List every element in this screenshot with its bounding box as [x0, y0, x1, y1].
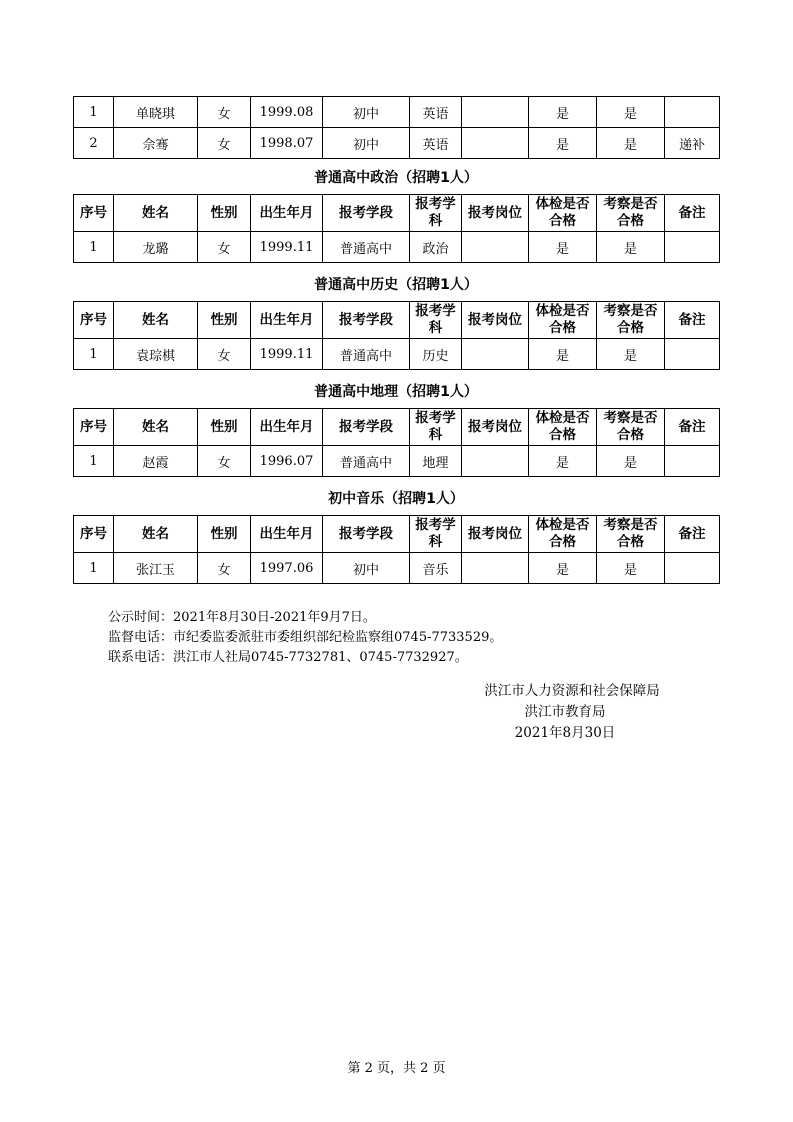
cell-gender: 女 — [198, 232, 251, 263]
header-physical: 体检是否合格 — [529, 302, 597, 339]
header-subject: 报考学科 — [410, 516, 462, 553]
cell-stage: 普通高中 — [323, 339, 410, 370]
header-physical: 体检是否合格 — [529, 195, 597, 232]
cell-birth: 1997.06 — [251, 553, 323, 584]
cell-remark — [665, 97, 720, 128]
header-index: 序号 — [74, 302, 114, 339]
header-post: 报考岗位 — [462, 409, 529, 446]
cell-name: 龙璐 — [114, 232, 198, 263]
cell-inspection: 是 — [597, 339, 665, 370]
header-name: 姓名 — [114, 409, 198, 446]
cell-physical: 是 — [529, 553, 597, 584]
cell-physical: 是 — [529, 339, 597, 370]
cell-inspection: 是 — [597, 232, 665, 263]
cell-index: 1 — [74, 339, 114, 370]
cell-remark — [665, 553, 720, 584]
header-remark: 备注 — [665, 195, 720, 232]
header-stage: 报考学段 — [323, 302, 410, 339]
cell-remark — [665, 232, 720, 263]
table-row — [74, 446, 720, 477]
cell-physical: 是 — [529, 128, 597, 159]
header-physical: 体检是否合格 — [529, 409, 597, 446]
politics-table — [73, 194, 720, 263]
table-row — [74, 339, 720, 370]
geography-table — [73, 408, 720, 477]
cell-stage: 初中 — [323, 553, 410, 584]
cell-gender: 女 — [198, 446, 251, 477]
section-title-politics: 普通高中政治（招聘1人） — [314, 170, 478, 186]
header-stage: 报考学段 — [323, 516, 410, 553]
cell-remark — [665, 446, 720, 477]
table-header-row — [74, 516, 720, 553]
cell-index: 2 — [74, 128, 114, 159]
header-gender: 性别 — [198, 302, 251, 339]
table-row — [74, 97, 720, 128]
cell-index: 1 — [74, 446, 114, 477]
header-subject: 报考学科 — [410, 302, 462, 339]
section-title-music: 初中音乐（招聘1人） — [328, 491, 464, 507]
notice-notes — [108, 608, 502, 668]
header-post: 报考岗位 — [462, 195, 529, 232]
cell-stage: 普通高中 — [323, 446, 410, 477]
cell-gender: 女 — [198, 128, 251, 159]
header-index: 序号 — [74, 409, 114, 446]
cell-subject: 政治 — [410, 232, 462, 263]
header-remark: 备注 — [665, 302, 720, 339]
cell-inspection: 是 — [597, 553, 665, 584]
cell-post — [462, 97, 529, 128]
cell-physical: 是 — [529, 97, 597, 128]
header-birth: 出生年月 — [251, 409, 323, 446]
english-table — [73, 96, 720, 159]
cell-birth: 1999.11 — [251, 339, 323, 370]
page-footer: 第 2 页，共 2 页 — [347, 1061, 446, 1076]
cell-subject: 地理 — [410, 446, 462, 477]
cell-birth: 1996.07 — [251, 446, 323, 477]
publicity-period: 公示时间：2021年8月30日-2021年9月7日。 — [108, 610, 376, 625]
cell-post — [462, 553, 529, 584]
header-name: 姓名 — [114, 195, 198, 232]
cell-index: 1 — [74, 232, 114, 263]
cell-index: 1 — [74, 97, 114, 128]
cell-physical: 是 — [529, 446, 597, 477]
supervision-phone: 监督电话：市纪委监委派驻市委组织部纪检监察组0745-7733529。 — [108, 630, 503, 645]
header-subject: 报考学科 — [410, 195, 462, 232]
header-inspection: 考察是否合格 — [597, 516, 665, 553]
cell-post — [462, 339, 529, 370]
header-index: 序号 — [74, 195, 114, 232]
header-birth: 出生年月 — [251, 516, 323, 553]
cell-stage: 普通高中 — [323, 232, 410, 263]
cell-post — [462, 128, 529, 159]
cell-name: 单晓琪 — [114, 97, 198, 128]
header-name: 姓名 — [114, 302, 198, 339]
header-inspection: 考察是否合格 — [597, 302, 665, 339]
signature-org1: 洪江市人力资源和社会保障局 — [484, 683, 660, 699]
table-header-row — [74, 409, 720, 446]
cell-index: 1 — [74, 553, 114, 584]
signature-date: 2021年8月30日 — [514, 725, 616, 741]
header-inspection: 考察是否合格 — [597, 195, 665, 232]
cell-birth: 1999.08 — [251, 97, 323, 128]
cell-name: 张江玉 — [114, 553, 198, 584]
cell-name: 袁琮棋 — [114, 339, 198, 370]
cell-gender: 女 — [198, 97, 251, 128]
header-gender: 性别 — [198, 516, 251, 553]
header-gender: 性别 — [198, 195, 251, 232]
cell-remark: 递补 — [665, 128, 720, 159]
contact-phone: 联系电话：洪江市人社局0745-7732781、0745-7732927。 — [108, 650, 468, 665]
header-inspection: 考察是否合格 — [597, 409, 665, 446]
cell-name: 佘骞 — [114, 128, 198, 159]
header-gender: 性别 — [198, 409, 251, 446]
cell-gender: 女 — [198, 339, 251, 370]
cell-stage: 初中 — [323, 128, 410, 159]
cell-inspection: 是 — [597, 97, 665, 128]
header-physical: 体检是否合格 — [529, 516, 597, 553]
cell-remark — [665, 339, 720, 370]
header-remark: 备注 — [665, 409, 720, 446]
music-table — [73, 515, 720, 584]
header-remark: 备注 — [665, 516, 720, 553]
cell-subject: 英语 — [410, 97, 462, 128]
header-birth: 出生年月 — [251, 302, 323, 339]
cell-gender: 女 — [198, 553, 251, 584]
header-stage: 报考学段 — [323, 195, 410, 232]
cell-birth: 1999.11 — [251, 232, 323, 263]
cell-inspection: 是 — [597, 446, 665, 477]
cell-name: 赵霞 — [114, 446, 198, 477]
cell-subject: 英语 — [410, 128, 462, 159]
table-row — [74, 553, 720, 584]
table-header-row — [74, 302, 720, 339]
cell-subject: 历史 — [410, 339, 462, 370]
header-name: 姓名 — [114, 516, 198, 553]
header-birth: 出生年月 — [251, 195, 323, 232]
cell-inspection: 是 — [597, 128, 665, 159]
header-index: 序号 — [74, 516, 114, 553]
cell-birth: 1998.07 — [251, 128, 323, 159]
section-title-history: 普通高中历史（招聘1人） — [314, 277, 478, 293]
section-title-geography: 普通高中地理（招聘1人） — [314, 384, 478, 400]
table-row — [74, 232, 720, 263]
cell-subject: 音乐 — [410, 553, 462, 584]
header-stage: 报考学段 — [323, 409, 410, 446]
cell-post — [462, 446, 529, 477]
table-header-row — [74, 195, 720, 232]
signature-org2: 洪江市教育局 — [524, 704, 606, 720]
table-row — [74, 128, 720, 159]
cell-physical: 是 — [529, 232, 597, 263]
header-post: 报考岗位 — [462, 302, 529, 339]
cell-stage: 初中 — [323, 97, 410, 128]
cell-post — [462, 232, 529, 263]
history-table — [73, 301, 720, 370]
header-post: 报考岗位 — [462, 516, 529, 553]
header-subject: 报考学科 — [410, 409, 462, 446]
